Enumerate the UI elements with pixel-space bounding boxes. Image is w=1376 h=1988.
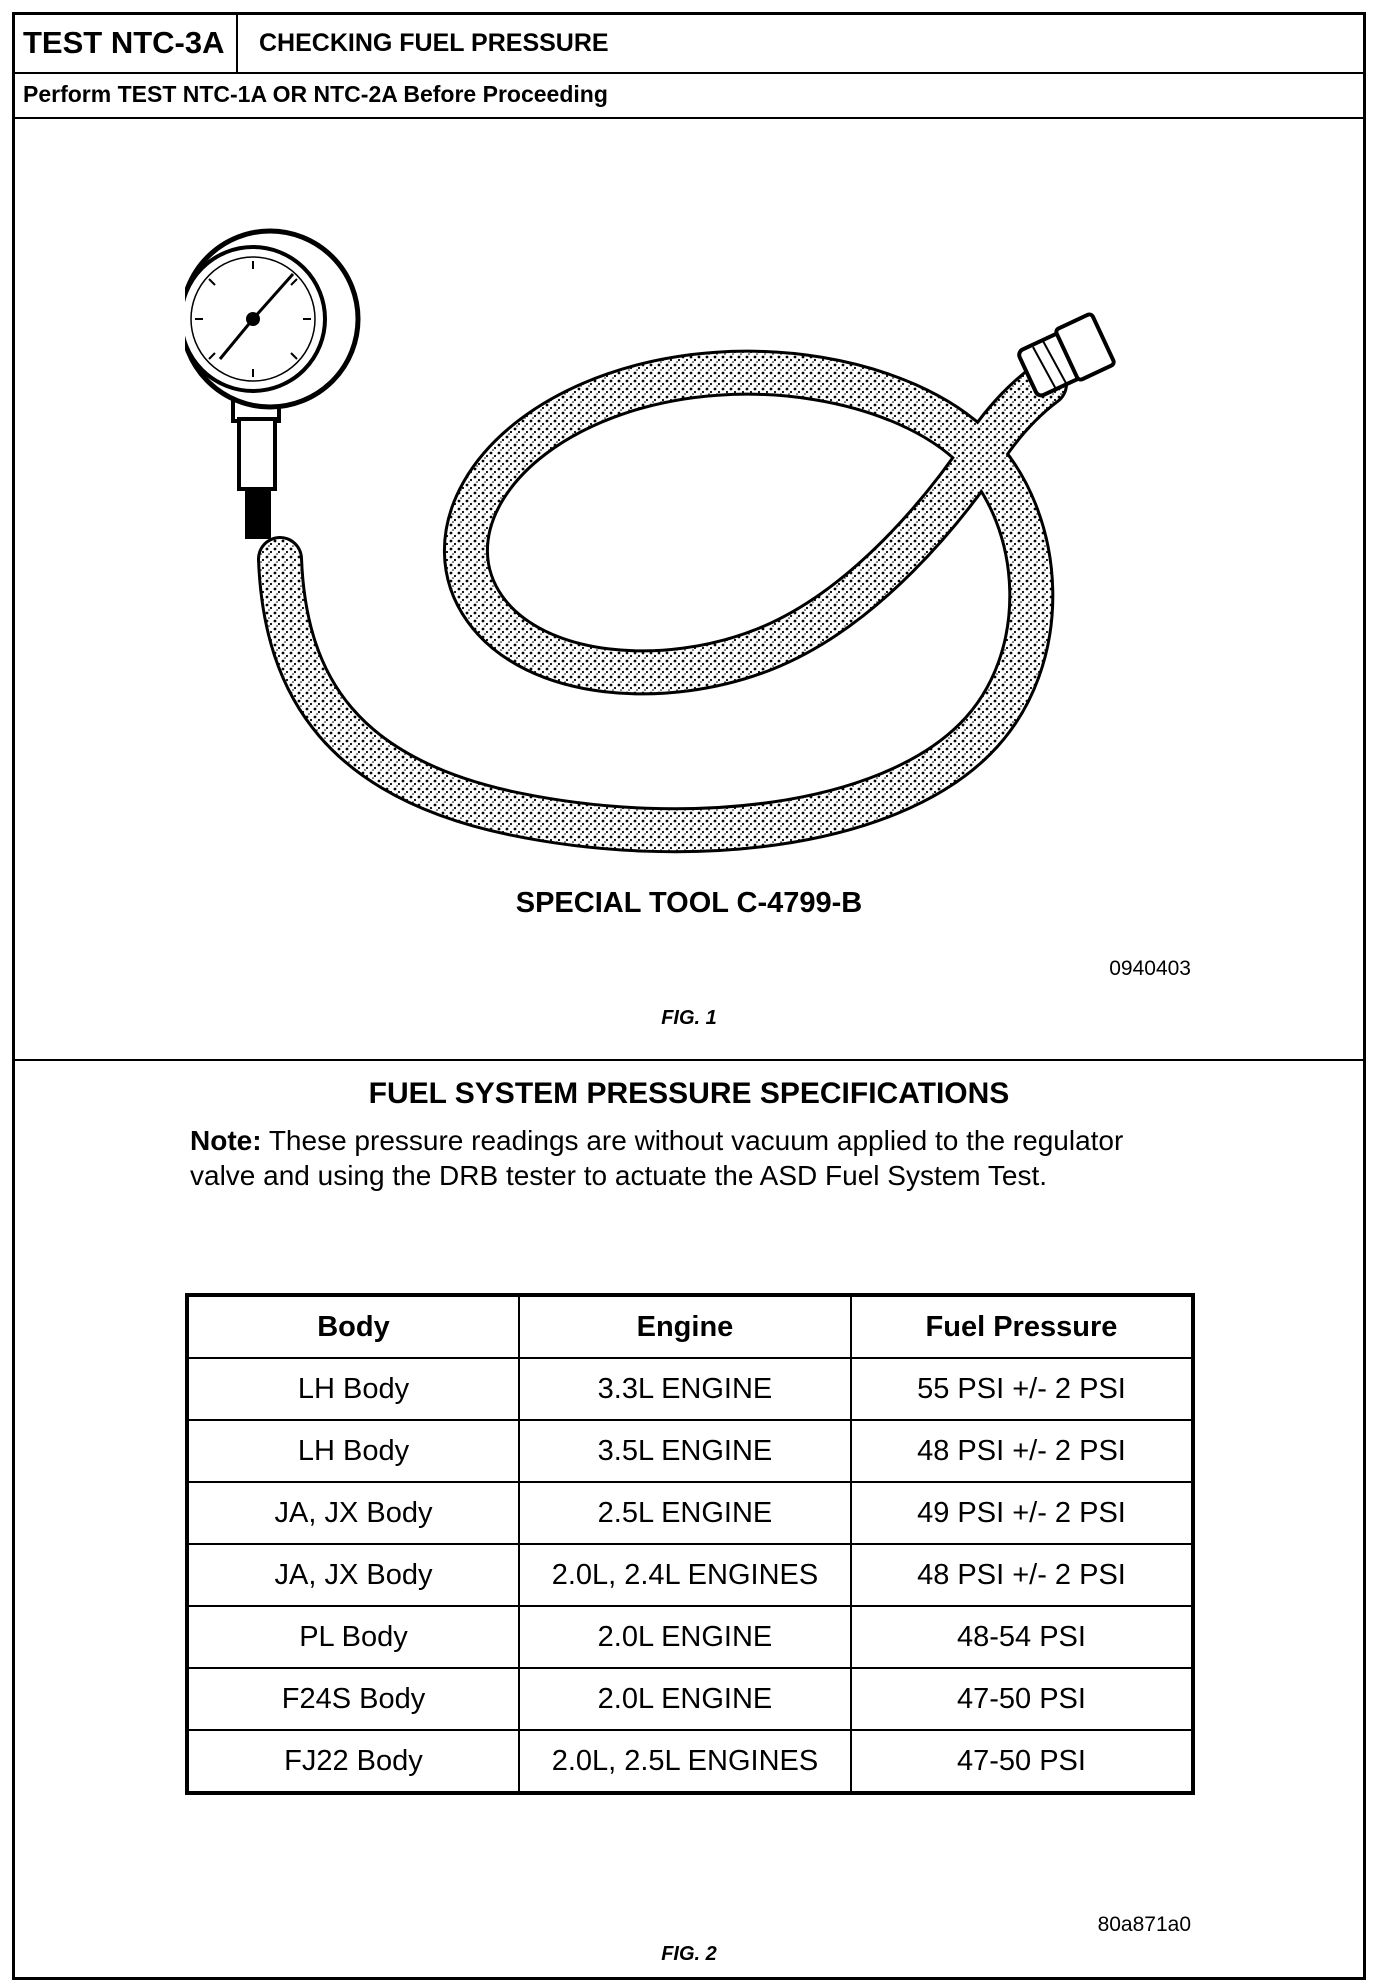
cell-body: PL Body xyxy=(187,1606,519,1668)
page-frame xyxy=(12,12,1366,1980)
pressure-spec-table xyxy=(185,1293,1195,1795)
cell-engine: 2.0L, 2.4L ENGINES xyxy=(519,1544,851,1606)
table-row xyxy=(187,1358,1193,1420)
hose-icon xyxy=(280,373,1045,831)
cell-engine: 2.0L, 2.5L ENGINES xyxy=(519,1730,851,1793)
figure-2-label: FIG. 2 xyxy=(661,1943,717,1965)
test-title: CHECKING FUEL PRESSURE xyxy=(259,29,609,57)
header-fuel-pressure: Fuel Pressure xyxy=(851,1295,1193,1358)
table-row xyxy=(187,1420,1193,1482)
cell-body: JA, JX Body xyxy=(187,1482,519,1544)
note-label: Note: xyxy=(190,1125,262,1156)
figure-2 xyxy=(15,1061,1363,1977)
cell-body: LH Body xyxy=(187,1420,519,1482)
figure-1-code: 0940403 xyxy=(1109,957,1191,980)
table-row xyxy=(187,1606,1193,1668)
cell-engine: 2.0L ENGINE xyxy=(519,1606,851,1668)
cell-fuel-pressure: 48 PSI +/- 2 PSI xyxy=(851,1420,1193,1482)
test-id: TEST NTC-3A xyxy=(15,15,238,72)
cell-engine: 3.5L ENGINE xyxy=(519,1420,851,1482)
cell-engine: 2.0L ENGINE xyxy=(519,1668,851,1730)
cell-fuel-pressure: 48-54 PSI xyxy=(851,1606,1193,1668)
figure-2-code: 80a871a0 xyxy=(1097,1913,1191,1936)
header-row xyxy=(15,15,1363,74)
cell-fuel-pressure: 55 PSI +/- 2 PSI xyxy=(851,1358,1193,1420)
cell-fuel-pressure: 47-50 PSI xyxy=(851,1730,1193,1793)
cell-fuel-pressure: 48 PSI +/- 2 PSI xyxy=(851,1544,1193,1606)
table-row xyxy=(187,1482,1193,1544)
table-row xyxy=(187,1668,1193,1730)
quick-connect-fitting-icon xyxy=(1017,313,1115,397)
cell-body: FJ22 Body xyxy=(187,1730,519,1793)
cell-body: F24S Body xyxy=(187,1668,519,1730)
header-body: Body xyxy=(187,1295,519,1358)
pressure-gauge-icon xyxy=(185,231,358,407)
fuel-pressure-gauge-illustration xyxy=(185,219,1185,859)
table-row xyxy=(187,1544,1193,1606)
table-row xyxy=(187,1730,1193,1793)
cell-engine: 2.5L ENGINE xyxy=(519,1482,851,1544)
note xyxy=(190,1123,1150,1193)
cell-body: JA, JX Body xyxy=(187,1544,519,1606)
header-engine: Engine xyxy=(519,1295,851,1358)
figure-1-label: FIG. 1 xyxy=(661,1007,717,1029)
figure-1 xyxy=(15,119,1363,1061)
gauge-fitting-icon xyxy=(233,389,279,539)
prerequisite-row xyxy=(15,72,1363,119)
cell-fuel-pressure: 49 PSI +/- 2 PSI xyxy=(851,1482,1193,1544)
table-header-row xyxy=(187,1295,1193,1358)
tool-caption: SPECIAL TOOL C-4799-B xyxy=(515,887,863,919)
cell-body: LH Body xyxy=(187,1358,519,1420)
cell-engine: 3.3L ENGINE xyxy=(519,1358,851,1420)
cell-fuel-pressure: 47-50 PSI xyxy=(851,1668,1193,1730)
prerequisite-text: Perform TEST NTC-1A OR NTC-2A Before Proceeding xyxy=(23,81,608,107)
note-text: These pressure readings are without vacuum applied to the regulator valve and using the DRB tester to actuate the ASD Fuel System Test. xyxy=(190,1125,1124,1191)
spec-title: FUEL SYSTEM PRESSURE SPECIFICATIONS xyxy=(368,1077,1010,1110)
